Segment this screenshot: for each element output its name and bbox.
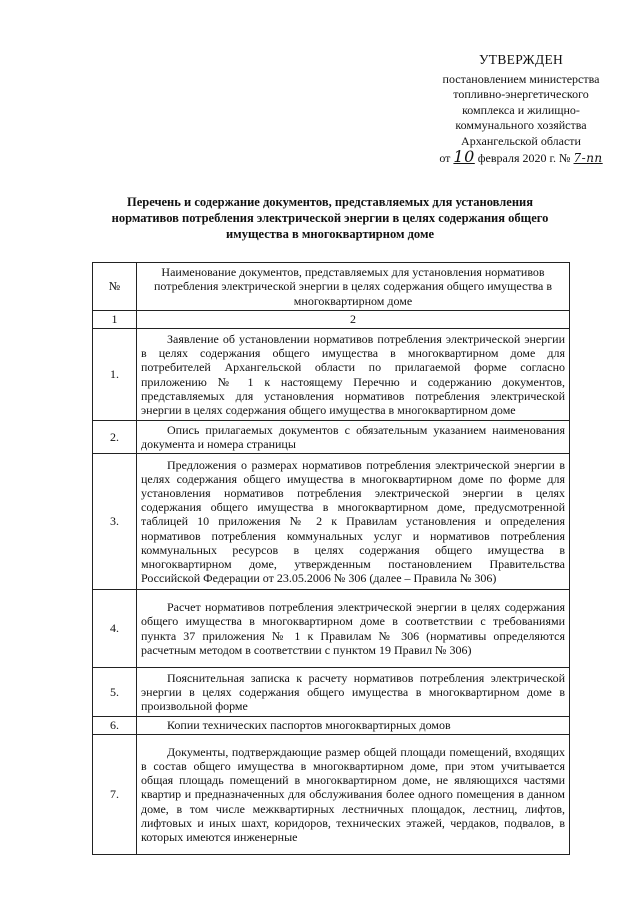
approval-line: топливно-энергетического <box>453 87 589 101</box>
row-text: Пояснительная записка к расчету нормативов потребления электрической энергии в целях содержания общего имущества в многоквартирном доме в произвольной форме <box>141 670 565 714</box>
approval-line: комплекса и жилищно- <box>462 102 580 117</box>
handwritten-number: 7-пп <box>573 151 603 165</box>
row-number: 4. <box>93 590 137 668</box>
date-prefix: от <box>439 151 451 165</box>
date-rest: февраля 2020 г. № <box>477 151 571 165</box>
row-text: Опись прилагаемых документов с обязательным указанием наименования документа и номера страницы <box>141 422 565 451</box>
header-number: № <box>93 263 137 311</box>
row-number: 5. <box>93 668 137 717</box>
handwritten-day: 10 <box>453 147 475 166</box>
column-index-2: 2 <box>137 311 570 329</box>
table-row <box>93 590 570 668</box>
row-number: 3. <box>93 454 137 590</box>
approval-line: Архангельской области <box>461 133 581 148</box>
row-text: Расчет нормативов потребления электрической энергии в целях содержания общего имущества в многоквартирном доме в соответствии с требованиями пункта 37 приложения № 1 к Правилам № 306 (нормативы определяются расчетным методом в соответствии с пунктом 19 Правил № 306) <box>141 600 565 657</box>
table-row <box>93 735 570 855</box>
table-header-row <box>93 263 570 311</box>
row-number: 2. <box>93 421 137 454</box>
approval-line: постановлением министерства <box>442 71 600 86</box>
row-text: Копии технических паспортов многоквартирных домов <box>167 718 451 733</box>
row-number: 7. <box>93 735 137 855</box>
documents-table <box>92 262 570 855</box>
approval-stamp <box>418 52 624 167</box>
table-row <box>93 454 570 590</box>
row-text: Предложения о размерах нормативов потребления электрической энергии в целях содержания общего имущества в многоквартирном доме по форме для установления нормативов потребления электрической энергии в целях содержания общего имущества в многоквартирном доме, предусмотренной таблицей 10 приложения № 2 к Правилам установления и определения нормативов потребления коммунальных услуг и нормативов потребления коммунальных ресурсов в целях содержания общего имущества в многоквартирном доме, утвержденным постановлением Правительства Российской Федерации от 23.05.2006 № 306 (далее – Правила № 306) <box>141 457 565 586</box>
row-text: Документы, подтверждающие размер общей площади помещений, входящих в состав общего имущества в многоквартирном доме, при этом учитывается общая площадь помещений в многоквартирном доме, не являющихся частями квартир и предназначенных для обслуживания более одного помещения в данном доме, в том числе межквартирных лестничных площадок, лестниц, лифтов, лифтовых и иных шахт, коридоров, технических этажей, чердаков, подвалов, в которых имеются инженерные <box>141 744 565 844</box>
table-row <box>93 668 570 717</box>
approval-line: коммунального хозяйства <box>455 118 587 132</box>
table-row <box>93 421 570 454</box>
approval-date-line <box>418 149 624 167</box>
column-index-row <box>93 311 570 329</box>
row-number: 6. <box>93 717 137 735</box>
approval-heading: УТВЕРЖДЕН <box>478 52 564 67</box>
column-index-1: 1 <box>93 311 137 329</box>
row-number: 1. <box>93 329 137 421</box>
table-row <box>93 329 570 421</box>
document-title: Перечень и содержание документов, представляемых для установления нормативов потребления электрической энергии в целях содержания общего имущества в многоквартирном доме <box>111 195 549 241</box>
table-row <box>93 717 570 735</box>
row-text: Заявление об установлении нормативов потребления электрической энергии в целях содержания общего имущества в многоквартирном доме для потребителей Архангельской области по прилагаемой форме согласно приложению № 1 к настоящему Перечню и содержанию документов, представляемых для установления нормативов потребления электрической энергии в целях содержания общего имущества в многоквартирном доме <box>141 331 565 417</box>
header-name: Наименование документов, представляемых для установления нормативов потребления электрической энергии в целях содержания общего имущества в многоквартирном доме <box>137 263 570 311</box>
